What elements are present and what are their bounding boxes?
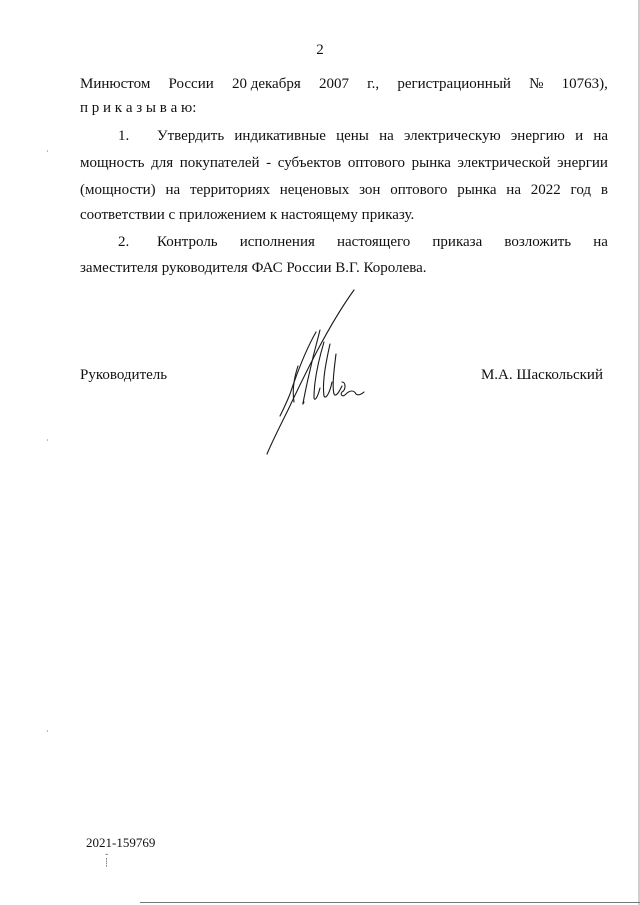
word: 2022 <box>530 182 561 198</box>
word: исполнения <box>239 234 315 250</box>
signatory-name: М.А. Шаскольский <box>480 367 603 383</box>
word: Контроль <box>157 234 218 250</box>
word: № <box>529 76 544 92</box>
intro-line-2: п р и к а з ы в а ю: <box>80 100 197 116</box>
scan-mark: ╶ <box>103 850 108 859</box>
word: электрической <box>457 155 551 171</box>
item-1-number: 1. <box>118 128 130 144</box>
word: на <box>593 128 608 144</box>
word: в <box>600 182 608 198</box>
word: Утвердить <box>157 128 225 144</box>
word: территориях <box>189 182 270 198</box>
word: оптового <box>390 182 448 198</box>
item-2-number: 2. <box>118 234 130 250</box>
word: энергии <box>557 155 608 171</box>
word: энергию <box>510 128 565 144</box>
item-1-line-4: соответствии с приложением к настоящему приказу. <box>80 207 415 223</box>
word: 10763), <box>561 76 608 92</box>
word: рынка <box>457 182 497 198</box>
scan-speck: · <box>46 727 49 736</box>
scan-speck: · <box>46 147 49 156</box>
word: на <box>593 234 608 250</box>
word: неценовых <box>279 182 350 198</box>
word: возложить <box>504 234 572 250</box>
item-1-line-1 <box>157 127 608 145</box>
word: и <box>575 128 584 144</box>
word: России <box>168 76 214 92</box>
word: Минюстом <box>80 76 151 92</box>
word: приказа <box>432 234 483 250</box>
word: 2007 <box>318 76 349 92</box>
word: индикативные <box>234 128 326 144</box>
signatory-position: Руководитель <box>80 367 168 383</box>
word: покупателей <box>179 155 260 171</box>
item-2-line-1 <box>157 233 608 251</box>
page-number: 2 <box>316 42 324 58</box>
word: год <box>570 182 592 198</box>
item-2-line-2: заместителя руководителя ФАС России В.Г. Королева. <box>80 260 427 276</box>
word: регистрационный <box>397 76 511 92</box>
word: оптового <box>347 155 405 171</box>
scan-mark: ┊ <box>104 858 109 867</box>
scan-speck: · <box>46 436 49 445</box>
word: для <box>151 155 174 171</box>
word: 20 декабря <box>231 76 301 92</box>
word: на <box>379 128 394 144</box>
word: настоящего <box>336 234 411 250</box>
item-1-line-2 <box>80 154 608 172</box>
scan-bottom-edge <box>140 902 640 903</box>
item-1-line-3 <box>80 181 608 199</box>
word: электрическую <box>403 128 501 144</box>
word: - <box>266 155 272 171</box>
handwritten-signature <box>258 286 368 458</box>
word: рынка <box>411 155 451 171</box>
word: зон <box>359 182 381 198</box>
word: (мощности) <box>80 182 156 198</box>
intro-line-1 <box>80 75 608 93</box>
word: мощность <box>80 155 145 171</box>
word: на <box>165 182 181 198</box>
document-id: 2021-159769 <box>86 835 156 850</box>
word: на <box>506 182 521 198</box>
word: г., <box>367 76 380 92</box>
word: цены <box>336 128 369 144</box>
word: субъектов <box>277 155 342 171</box>
